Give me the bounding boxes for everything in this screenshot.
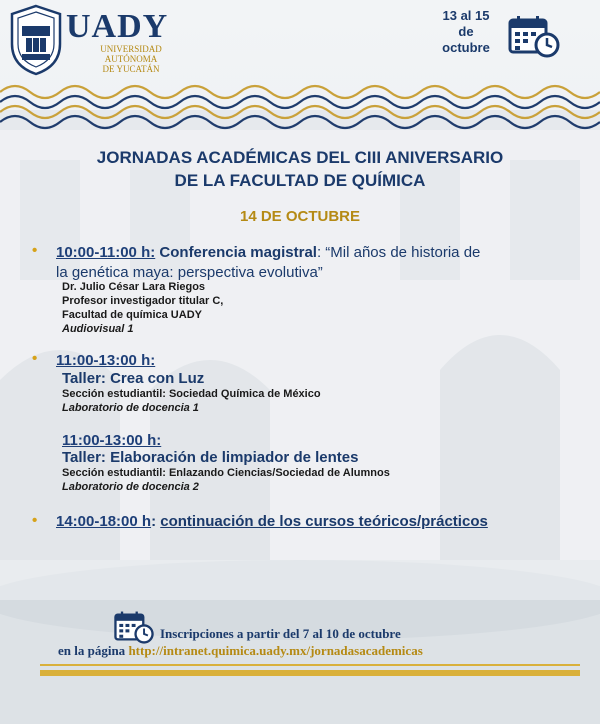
date-heading: 14 DE OCTUBRE xyxy=(239,208,361,225)
event-1-kind: Conferencia magistral xyxy=(159,244,317,261)
bullet: • xyxy=(32,350,38,367)
bullet: • xyxy=(32,242,38,259)
calendar-clock-icon xyxy=(112,610,156,644)
university-seal-icon xyxy=(8,4,64,76)
event-2-time: 11:00-13:00 h: xyxy=(56,352,156,369)
footer-prefix: en la página xyxy=(58,643,126,658)
event-1-speaker: Dr. Julio César Lara Riegos xyxy=(62,281,206,293)
brand-subtitle-3: DE YUCATÁN xyxy=(102,64,160,74)
event-4-time: 14:00-18:00 h xyxy=(56,513,152,530)
event-2-venue: Laboratorio de docencia 1 xyxy=(62,402,199,414)
brand-subtitle-1: UNIVERSIDAD xyxy=(100,44,162,54)
event-1-title-a: : “Mil años de historia de xyxy=(316,244,481,261)
brand-subtitle-2: AUTÓNOMA xyxy=(104,54,158,64)
event-3-venue: Laboratorio de docencia 2 xyxy=(62,481,199,493)
footer-registration-dates: Inscripciones a partir del 7 al 10 de octubre xyxy=(160,626,401,641)
event-1-role: Profesor investigador titular C, xyxy=(62,295,224,307)
footer-bar xyxy=(40,670,580,676)
brand-name: UADY xyxy=(66,8,169,45)
event-1-heading xyxy=(56,243,596,263)
event-2-title: Taller: Crea con Luz xyxy=(62,370,205,387)
event-4-colon: : xyxy=(151,513,157,530)
event-title-line-1: JORNADAS ACADÉMICAS DEL CIII ANIVERSARIO xyxy=(96,148,504,167)
dates-line-2: de xyxy=(458,24,474,39)
calendar-clock-icon xyxy=(508,14,560,58)
footer-rule xyxy=(40,664,580,666)
event-title-line-2: DE LA FACULTAD DE QUÍMICA xyxy=(174,171,426,190)
event-1-venue: Audiovisual 1 xyxy=(62,323,134,335)
event-1-title-b: la genética maya: perspectiva evolutiva” xyxy=(56,264,323,281)
bullet: • xyxy=(32,512,38,529)
event-3-time: 11:00-13:00 h: xyxy=(62,432,162,449)
dates-line-1: 13 al 15 xyxy=(442,8,490,23)
event-2-section: Sección estudiantil: Sociedad Química de México xyxy=(62,388,321,400)
event-1-org: Facultad de química UADY xyxy=(62,309,202,321)
decorative-wave-band xyxy=(0,78,600,140)
event-1-time: 10:00-11:00 h: xyxy=(56,244,156,261)
event-4-title: continuación de los cursos teóricos/prácticos xyxy=(160,513,488,530)
footer-url-link[interactable]: http://intranet.quimica.uady.mx/jornadasacademicas xyxy=(128,643,423,658)
event-3-title: Taller: Elaboración de limpiador de lentes xyxy=(62,449,359,466)
event-3-section: Sección estudiantil: Enlazando Ciencias/Sociedad de Alumnos xyxy=(62,467,390,479)
dates-line-3: octubre xyxy=(442,40,490,55)
